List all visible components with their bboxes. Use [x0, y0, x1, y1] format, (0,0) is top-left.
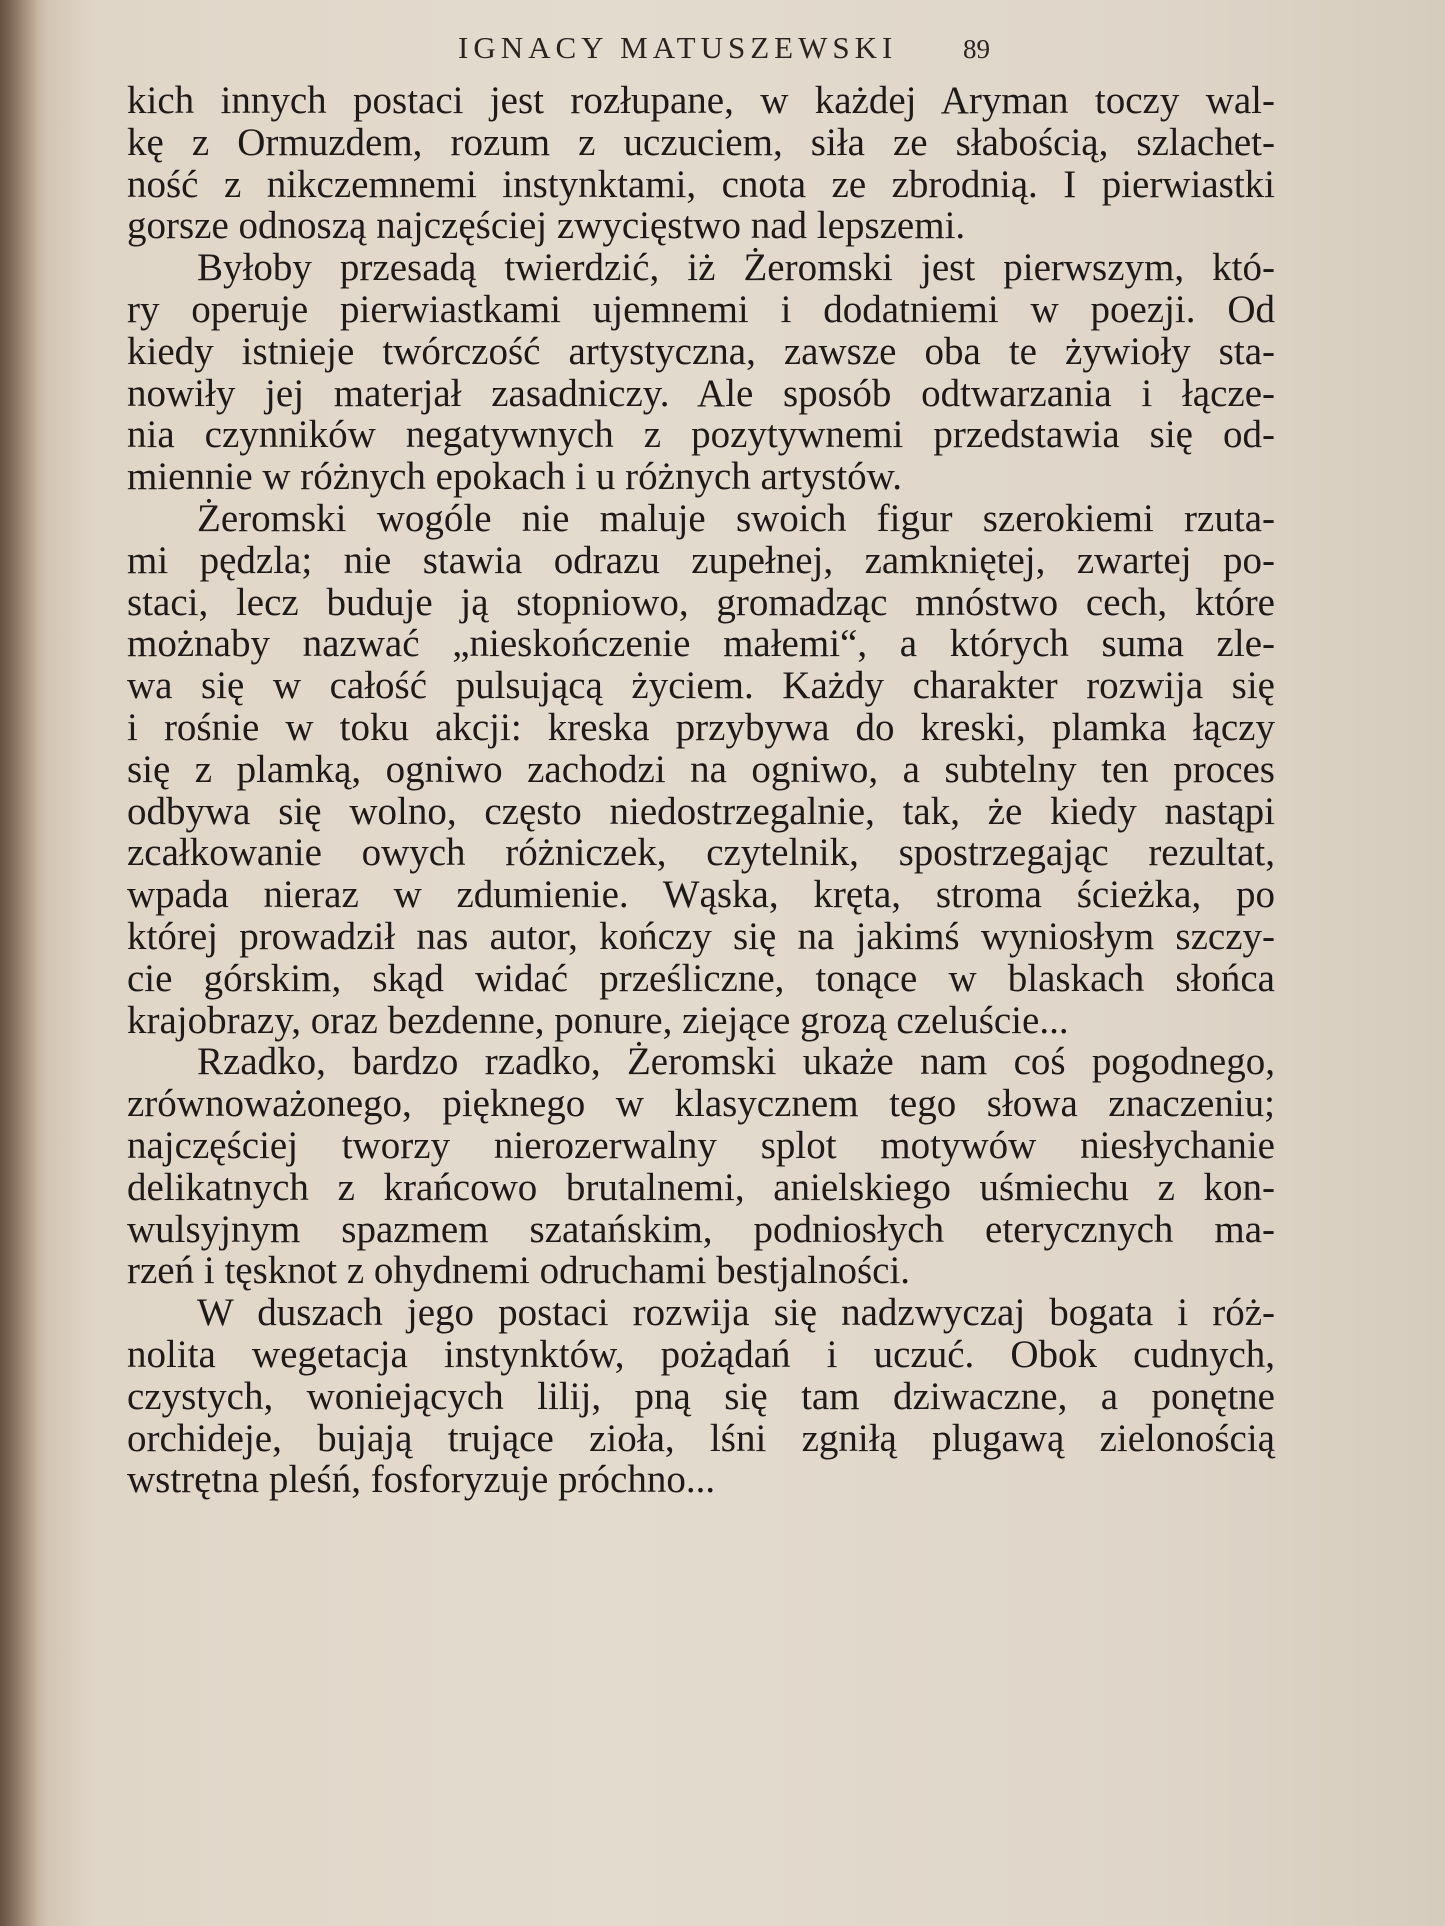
- text-line: krajobrazy, oraz bezdenne, ponure, ziejące grozą czeluście...: [127, 998, 1069, 1042]
- text-line: rzeń i tęsknot z ohydnemi odruchami bestjalności.: [127, 1249, 911, 1293]
- text-line: ry operuje pierwiastkami ujemnemi i dodatniemi w poezji. Od: [127, 287, 1275, 331]
- text-line: której prowadził nas autor, kończy się na jakimś wyniosłym szczy-: [127, 914, 1275, 958]
- text-line: W duszach jego postaci rozwija się nadzwyczaj bogata i róż-: [197, 1291, 1275, 1335]
- text-line: wa się w całość pulsującą życiem. Każdy charakter rozwija się: [127, 664, 1275, 708]
- text-line: nowiły jej materjał zasadniczy. Ale sposób odtwarzania i łącze-: [127, 371, 1275, 415]
- text-line: najczęściej tworzy nierozerwalny splot motywów niesłychanie: [127, 1123, 1275, 1167]
- text-line: wstrętna pleśń, fosforyzuje próchno...: [127, 1458, 716, 1502]
- text-line: Byłoby przesadą twierdzić, iż Żeromski jest pierwszym, któ-: [197, 246, 1275, 290]
- text-line: kich innych postaci jest rozłupane, w każdej Aryman toczy wal-: [127, 79, 1275, 122]
- text-line: nia czynników negatywnych z pozytywnemi przedstawia się od-: [127, 413, 1275, 457]
- paragraph: [127, 247, 1275, 498]
- paragraph: [127, 1041, 1275, 1292]
- text-line: wulsyjnym spazmem szatańskim, podniosłych eterycznych ma-: [127, 1207, 1275, 1251]
- paragraph: [127, 498, 1275, 1041]
- text-line: orchideje, bujają trujące zioła, lśni zgniłą plugawą zielonością: [127, 1416, 1275, 1460]
- text-line: odbywa się wolno, często niedostrzegalnie, tak, że kiedy nastąpi: [127, 789, 1275, 833]
- text-line: mi pędzla; nie stawia odrazu zupełnej, zamkniętej, zwartej po-: [127, 538, 1275, 582]
- text-line: ność z nikczemnemi instynktami, cnota ze zbrodnią. I pierwiastki: [127, 162, 1275, 206]
- text-line: zrównoważonego, pięknego w klasycznem tego słowa znaczeniu;: [127, 1082, 1275, 1126]
- binding-shadow: [0, 0, 38, 1926]
- text-line: i rośnie w toku akcji: kreska przybywa do kreski, plamka łączy: [127, 705, 1275, 749]
- text-line: Rzadko, bardzo rzadko, Żeromski ukaże nam coś pogodnego,: [197, 1040, 1275, 1084]
- text-line: się z plamką, ogniwo zachodzi na ogniwo, a subtelny ten proces: [127, 747, 1275, 791]
- paragraph: [127, 1292, 1275, 1501]
- running-head: [380, 20, 990, 66]
- text-line: możnaby nazwać „nieskończenie małemi“, a których suma zle-: [127, 622, 1275, 666]
- text-line: wpada nieraz w zdumienie. Wąska, kręta, stroma ścieżka, po: [127, 873, 1275, 917]
- page-number: 89: [963, 34, 990, 64]
- running-title: IGNACY MATUSZEWSKI: [458, 30, 898, 65]
- text-line: Żeromski wogóle nie maluje swoich figur szerokiemi rzuta-: [197, 496, 1275, 540]
- text-line: zcałkowanie owych różniczek, czytelnik, spostrzegając rezultat,: [127, 831, 1275, 875]
- text-line: cie górskim, skąd widać prześliczne, tonące w blaskach słońca: [127, 956, 1275, 1000]
- body-text: [127, 80, 1275, 1501]
- text-line: delikatnych z krańcowo brutalnemi, anielskiego uśmiechu z kon-: [127, 1165, 1275, 1209]
- text-line: kę z Ormuzdem, rozum z uczuciem, siła ze słabością, szlachet-: [127, 120, 1275, 164]
- text-line: gorsze odnoszą najczęściej zwycięstwo nad lepszemi.: [127, 204, 966, 248]
- text-line: staci, lecz buduje ją stopniowo, gromadząc mnóstwo cech, które: [127, 580, 1275, 624]
- text-line: miennie w różnych epokach i u różnych artystów.: [127, 455, 903, 499]
- text-line: czystych, woniejących lilij, pną się tam dziwaczne, a ponętne: [127, 1374, 1275, 1418]
- text-line: kiedy istnieje twórczość artystyczna, zawsze oba te żywioły sta-: [127, 329, 1275, 373]
- text-line: nolita wegetacja instynktów, pożądań i uczuć. Obok cudnych,: [127, 1332, 1275, 1376]
- paragraph: [127, 80, 1275, 247]
